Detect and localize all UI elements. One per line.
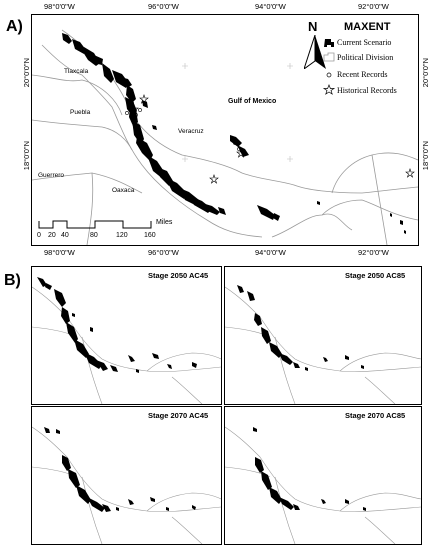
scale-tick-20: 20 xyxy=(48,232,56,239)
top-coord-4: 92°0'0"W xyxy=(358,2,389,11)
scale-tick-40: 40 xyxy=(61,232,69,239)
bottom-coord-4: 92°0'0"W xyxy=(358,248,389,257)
stage-label-2070-ac85: Stage 2070 AC85 xyxy=(345,411,406,420)
left-coord-2: 18°0'0"N xyxy=(22,141,31,171)
panel-a-map-svg xyxy=(32,15,418,245)
bottom-coord-1: 98°0'0"W xyxy=(44,248,75,257)
legend-item-recent-records: Recent Records xyxy=(337,70,388,79)
legend-symbols xyxy=(322,37,336,107)
stage-label-2050-ac45: Stage 2050 AC45 xyxy=(148,271,209,280)
legend-item-historical-records: Historical Records xyxy=(337,86,397,95)
region-label-puebla: Puebla xyxy=(70,109,91,116)
bottom-coord-3: 94°0'0"W xyxy=(255,248,286,257)
top-coord-1: 98°0'0"W xyxy=(44,2,75,11)
right-coord-1: 20°0'0"N xyxy=(421,58,430,88)
bottom-coord-2: 96°0'0"W xyxy=(148,248,179,257)
legend-title: MAXENT xyxy=(344,21,391,33)
panel-a-label: A) xyxy=(6,18,23,35)
scale-tick-160: 160 xyxy=(144,232,156,239)
current-scenario-swatch-icon xyxy=(324,39,334,47)
gulf-of-mexico-label: Gulf of Mexico xyxy=(228,98,277,105)
stage-label-2070-ac45: Stage 2070 AC45 xyxy=(148,411,209,420)
submap-2050-ac45 xyxy=(31,266,222,405)
panel-b-label: B) xyxy=(4,272,21,289)
submap-2050-ac85 xyxy=(224,266,422,405)
region-label-veracruz: Veracruz xyxy=(178,128,204,135)
legend-item-political-division: Political Division xyxy=(337,53,394,62)
north-label: N xyxy=(308,19,318,34)
top-coord-3: 94°0'0"W xyxy=(255,2,286,11)
scale-tick-120: 120 xyxy=(116,232,128,239)
top-coord-2: 96°0'0"W xyxy=(148,2,179,11)
graticule xyxy=(182,63,293,162)
recent-records-swatch-icon xyxy=(327,73,331,77)
political-division-swatch-icon xyxy=(324,53,334,61)
submap-2070-ac45 xyxy=(31,406,222,545)
current-scenario-areas xyxy=(62,33,406,234)
left-coord-1: 20°0'0"N xyxy=(22,58,31,88)
region-label-guerrero: Guerrero xyxy=(38,172,65,179)
historical-records xyxy=(130,95,414,183)
submap-2070-ac85 xyxy=(224,406,422,545)
scale-tick-0: 0 xyxy=(37,232,41,239)
region-label-oaxaca: Oaxaca xyxy=(112,187,135,194)
scale-tick-80: 80 xyxy=(90,232,98,239)
right-coord-2: 18°0'0"N xyxy=(421,141,430,171)
stage-label-2050-ac85: Stage 2050 AC85 xyxy=(345,271,406,280)
historical-records-swatch-icon xyxy=(324,85,334,94)
scale-bar-icon xyxy=(38,220,163,230)
legend-item-current-scenario: Current Scenario xyxy=(337,38,392,47)
region-label-tlaxcala: Tlaxcala xyxy=(64,68,89,75)
panel-a-map xyxy=(31,14,419,246)
scale-unit: Miles xyxy=(156,219,173,226)
